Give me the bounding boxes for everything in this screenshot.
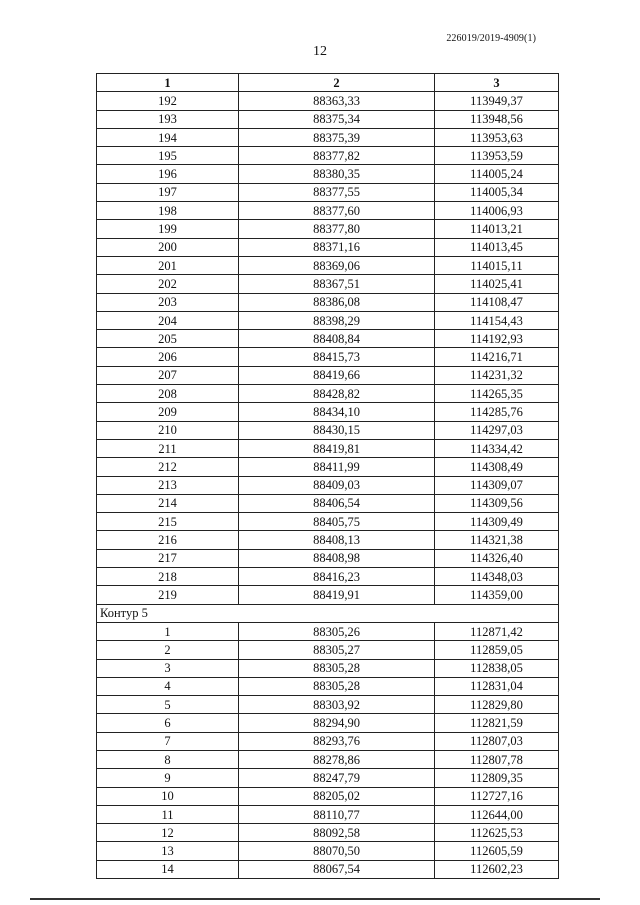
table-row [97,769,559,787]
x-coordinate: 88369,06 [239,256,435,274]
x-coordinate: 88305,27 [239,641,435,659]
table-row [97,586,559,604]
table-row [97,202,559,220]
table-row [97,531,559,549]
column-header-x: 2 [239,74,435,92]
y-coordinate: 112821,59 [435,714,559,732]
x-coordinate: 88367,51 [239,275,435,293]
point-number: 212 [97,458,239,476]
y-coordinate: 114192,93 [435,330,559,348]
table-row [97,677,559,695]
x-coordinate: 88247,79 [239,769,435,787]
point-number: 13 [97,842,239,860]
table-row [97,220,559,238]
section-row [97,604,559,622]
point-number: 219 [97,586,239,604]
x-coordinate: 88419,91 [239,586,435,604]
y-coordinate: 112829,80 [435,696,559,714]
x-coordinate: 88428,82 [239,385,435,403]
y-coordinate: 112807,78 [435,750,559,768]
x-coordinate: 88303,92 [239,696,435,714]
x-coordinate: 88293,76 [239,732,435,750]
table-row [97,659,559,677]
x-coordinate: 88205,02 [239,787,435,805]
document-id: 226019/2019-4909(1) [446,33,536,44]
table-row [97,147,559,165]
table-row [97,275,559,293]
x-coordinate: 88305,28 [239,677,435,695]
point-number: 11 [97,805,239,823]
point-number: 213 [97,476,239,494]
y-coordinate: 114025,41 [435,275,559,293]
x-coordinate: 88398,29 [239,311,435,329]
x-coordinate: 88380,35 [239,165,435,183]
x-coordinate: 88371,16 [239,238,435,256]
point-number: 9 [97,769,239,787]
point-number: 12 [97,824,239,842]
x-coordinate: 88430,15 [239,421,435,439]
table-row [97,787,559,805]
table-row [97,714,559,732]
x-coordinate: 88305,28 [239,659,435,677]
point-number: 217 [97,549,239,567]
point-number: 216 [97,531,239,549]
x-coordinate: 88363,33 [239,92,435,110]
x-coordinate: 88377,60 [239,202,435,220]
y-coordinate: 114321,38 [435,531,559,549]
page-bottom-rule [30,898,600,900]
y-coordinate: 114326,40 [435,549,559,567]
x-coordinate: 88070,50 [239,842,435,860]
table-row [97,549,559,567]
table-row [97,330,559,348]
table-row [97,403,559,421]
point-number: 2 [97,641,239,659]
column-header-y: 3 [435,74,559,92]
y-coordinate: 112602,23 [435,860,559,878]
y-coordinate: 112605,59 [435,842,559,860]
y-coordinate: 114334,42 [435,439,559,457]
table-row [97,805,559,823]
point-number: 204 [97,311,239,329]
point-number: 8 [97,750,239,768]
table-row [97,183,559,201]
coordinates-table [96,73,559,879]
point-number: 1 [97,622,239,640]
table-header-row [97,74,559,92]
point-number: 214 [97,494,239,512]
y-coordinate: 112838,05 [435,659,559,677]
point-number: 3 [97,659,239,677]
y-coordinate: 114216,71 [435,348,559,366]
point-number: 218 [97,568,239,586]
y-coordinate: 113949,37 [435,92,559,110]
point-number: 201 [97,256,239,274]
column-header-number: 1 [97,74,239,92]
table-row [97,385,559,403]
point-number: 4 [97,677,239,695]
point-number: 209 [97,403,239,421]
x-coordinate: 88386,08 [239,293,435,311]
y-coordinate: 113953,63 [435,128,559,146]
x-coordinate: 88092,58 [239,824,435,842]
point-number: 207 [97,366,239,384]
point-number: 195 [97,147,239,165]
y-coordinate: 112809,35 [435,769,559,787]
y-coordinate: 112807,03 [435,732,559,750]
y-coordinate: 114359,00 [435,586,559,604]
point-number: 14 [97,860,239,878]
x-coordinate: 88305,26 [239,622,435,640]
point-number: 200 [97,238,239,256]
table-row [97,293,559,311]
x-coordinate: 88377,80 [239,220,435,238]
y-coordinate: 112644,00 [435,805,559,823]
table-row [97,92,559,110]
y-coordinate: 114308,49 [435,458,559,476]
y-coordinate: 114005,34 [435,183,559,201]
point-number: 199 [97,220,239,238]
point-number: 210 [97,421,239,439]
point-number: 193 [97,110,239,128]
point-number: 6 [97,714,239,732]
point-number: 5 [97,696,239,714]
x-coordinate: 88408,98 [239,549,435,567]
table-row [97,366,559,384]
table-row [97,622,559,640]
page-number: 12 [313,44,327,59]
y-coordinate: 113948,56 [435,110,559,128]
y-coordinate: 113953,59 [435,147,559,165]
point-number: 208 [97,385,239,403]
table-row [97,165,559,183]
y-coordinate: 114309,49 [435,513,559,531]
x-coordinate: 88406,54 [239,494,435,512]
table-row [97,696,559,714]
x-coordinate: 88416,23 [239,568,435,586]
x-coordinate: 88110,77 [239,805,435,823]
y-coordinate: 112625,53 [435,824,559,842]
table-row [97,750,559,768]
y-coordinate: 114015,11 [435,256,559,274]
table-row [97,494,559,512]
y-coordinate: 114006,93 [435,202,559,220]
table-row [97,421,559,439]
x-coordinate: 88408,13 [239,531,435,549]
x-coordinate: 88405,75 [239,513,435,531]
y-coordinate: 114285,76 [435,403,559,421]
table-body-contour-4 [97,92,559,604]
table-row [97,110,559,128]
x-coordinate: 88375,39 [239,128,435,146]
point-number: 211 [97,439,239,457]
point-number: 194 [97,128,239,146]
table-row [97,842,559,860]
x-coordinate: 88377,55 [239,183,435,201]
point-number: 203 [97,293,239,311]
y-coordinate: 112871,42 [435,622,559,640]
point-number: 205 [97,330,239,348]
table-row [97,128,559,146]
point-number: 196 [97,165,239,183]
point-number: 7 [97,732,239,750]
x-coordinate: 88411,99 [239,458,435,476]
table-row [97,439,559,457]
y-coordinate: 114309,07 [435,476,559,494]
point-number: 215 [97,513,239,531]
x-coordinate: 88375,34 [239,110,435,128]
table-row [97,348,559,366]
table-body-contour-5 [97,622,559,878]
point-number: 192 [97,92,239,110]
point-number: 202 [97,275,239,293]
table-row [97,732,559,750]
y-coordinate: 114265,35 [435,385,559,403]
y-coordinate: 114013,45 [435,238,559,256]
section-label: Контур 5 [97,604,559,622]
table-row [97,238,559,256]
table-row [97,476,559,494]
table-row [97,860,559,878]
y-coordinate: 112727,16 [435,787,559,805]
x-coordinate: 88408,84 [239,330,435,348]
y-coordinate: 114108,47 [435,293,559,311]
x-coordinate: 88278,86 [239,750,435,768]
y-coordinate: 114297,03 [435,421,559,439]
table-row [97,568,559,586]
table-row [97,256,559,274]
x-coordinate: 88067,54 [239,860,435,878]
point-number: 206 [97,348,239,366]
x-coordinate: 88294,90 [239,714,435,732]
table-row [97,824,559,842]
table-row [97,513,559,531]
y-coordinate: 112859,05 [435,641,559,659]
x-coordinate: 88419,66 [239,366,435,384]
x-coordinate: 88377,82 [239,147,435,165]
x-coordinate: 88419,81 [239,439,435,457]
table-row [97,311,559,329]
y-coordinate: 114005,24 [435,165,559,183]
table-row [97,458,559,476]
y-coordinate: 114154,43 [435,311,559,329]
y-coordinate: 114348,03 [435,568,559,586]
point-number: 197 [97,183,239,201]
y-coordinate: 112831,04 [435,677,559,695]
y-coordinate: 114013,21 [435,220,559,238]
y-coordinate: 114231,32 [435,366,559,384]
y-coordinate: 114309,56 [435,494,559,512]
table-row [97,641,559,659]
x-coordinate: 88409,03 [239,476,435,494]
point-number: 198 [97,202,239,220]
x-coordinate: 88434,10 [239,403,435,421]
point-number: 10 [97,787,239,805]
x-coordinate: 88415,73 [239,348,435,366]
